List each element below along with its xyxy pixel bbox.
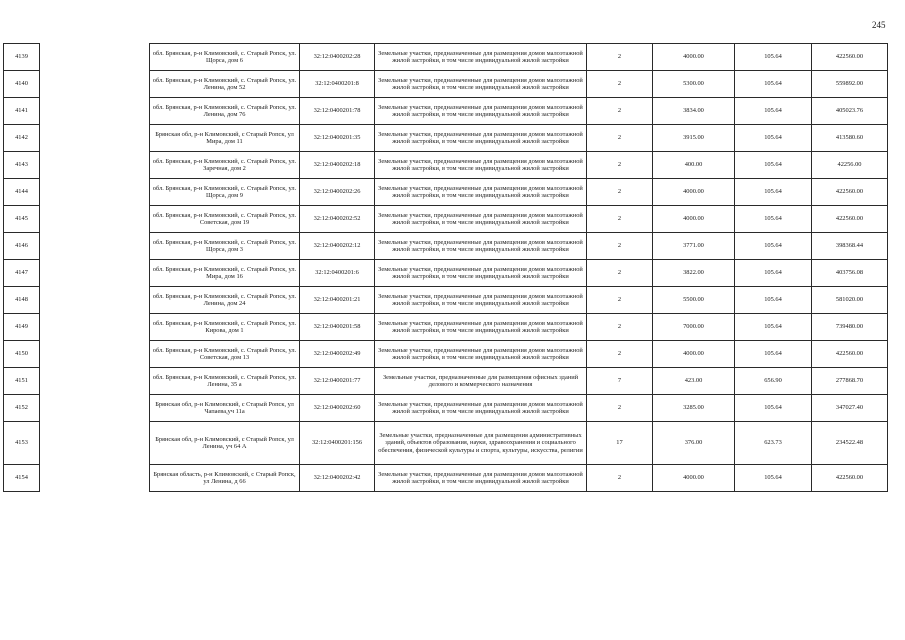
- address-cell: обл. Брянская, р-н Климовский, с. Старый Ропск, ул. Кирова, дом 1: [150, 314, 300, 341]
- gap-cell: [40, 44, 150, 71]
- gap-cell: [40, 314, 150, 341]
- land-use-cell: Земельные участки, предназначенные для размещения домов малоэтажной жилой застройки, в том числе индивидуальной жилой застройки: [375, 287, 587, 314]
- group-cell: 7: [587, 368, 653, 395]
- specific-value-cell: 105.64: [735, 260, 812, 287]
- group-cell: 2: [587, 395, 653, 422]
- address-cell: обл. Брянская, р-н Климовский, с. Старый Ропск, ул. Ленина, дом 76: [150, 98, 300, 125]
- row-number-cell: 4142: [4, 125, 40, 152]
- cadastral-value-cell: 42256.00: [812, 152, 888, 179]
- address-cell: обл. Брянская, р-н Климовский, с. Старый Ропск, ул. Заречная, дом 2: [150, 152, 300, 179]
- gap-cell: [40, 341, 150, 368]
- cadastral-value-table: [3, 43, 888, 492]
- land-use-cell: Земельные участки, предназначенные для размещения административных зданий, объектов образования, науки, здравоохранения и социального обеспечения, физической культуры и спорта, культуры, искусства, религии: [375, 422, 587, 465]
- specific-value-cell: 105.64: [735, 71, 812, 98]
- land-use-cell: Земельные участки, предназначенные для размещения домов малоэтажной жилой застройки, в том числе индивидуальной жилой застройки: [375, 152, 587, 179]
- cadastral-number-cell: 32:12:0400201:58: [300, 314, 375, 341]
- land-use-cell: Земельные участки, предназначенные для размещения домов малоэтажной жилой застройки, в том числе индивидуальной жилой застройки: [375, 98, 587, 125]
- address-cell: обл. Брянская, р-н Климовский, с. Старый Ропск, ул. Щорса, дом 3: [150, 233, 300, 260]
- gap-cell: [40, 287, 150, 314]
- cadastral-number-cell: 32:12:0400202:28: [300, 44, 375, 71]
- cadastral-value-cell: 581020.00: [812, 287, 888, 314]
- area-cell: 400.00: [653, 152, 735, 179]
- specific-value-cell: 105.64: [735, 125, 812, 152]
- specific-value-cell: 105.64: [735, 98, 812, 125]
- cadastral-value-cell: 739480.00: [812, 314, 888, 341]
- cadastral-number-cell: 32:12:0400201:21: [300, 287, 375, 314]
- specific-value-cell: 656.90: [735, 368, 812, 395]
- cadastral-value-cell: 398368.44: [812, 233, 888, 260]
- specific-value-cell: 105.64: [735, 179, 812, 206]
- page-number: 245: [872, 20, 886, 30]
- group-cell: 2: [587, 260, 653, 287]
- area-cell: 4000.00: [653, 206, 735, 233]
- table-row: [4, 395, 888, 422]
- group-cell: 2: [587, 125, 653, 152]
- area-cell: 4000.00: [653, 44, 735, 71]
- gap-cell: [40, 179, 150, 206]
- area-cell: 3834.00: [653, 98, 735, 125]
- row-number-cell: 4144: [4, 179, 40, 206]
- land-use-cell: Земельные участки, предназначенные для размещения офисных зданий делового и коммерческого назначения: [375, 368, 587, 395]
- table-row: [4, 314, 888, 341]
- table-row: [4, 368, 888, 395]
- gap-cell: [40, 465, 150, 492]
- cadastral-value-cell: 422560.00: [812, 179, 888, 206]
- land-use-cell: Земельные участки, предназначенные для размещения домов малоэтажной жилой застройки, в том числе индивидуальной жилой застройки: [375, 341, 587, 368]
- cadastral-value-cell: 559892.00: [812, 71, 888, 98]
- row-number-cell: 4141: [4, 98, 40, 125]
- table-row: [4, 287, 888, 314]
- table-row: [4, 422, 888, 465]
- specific-value-cell: 105.64: [735, 44, 812, 71]
- row-number-cell: 4151: [4, 368, 40, 395]
- address-cell: обл. Брянская, р-н Климовский, с. Старый Ропск, ул. Щорса, дом 9: [150, 179, 300, 206]
- area-cell: 423.00: [653, 368, 735, 395]
- land-use-cell: Земельные участки, предназначенные для размещения домов малоэтажной жилой застройки, в том числе индивидуальной жилой застройки: [375, 179, 587, 206]
- address-cell: Брянская обл, р-н Климовский, с Старый Ропск, ул Чапаева,уч 11а: [150, 395, 300, 422]
- row-number-cell: 4140: [4, 71, 40, 98]
- specific-value-cell: 105.64: [735, 152, 812, 179]
- address-cell: обл. Брянская, р-н Климовский, с. Старый Ропск, ул. Ленина, 35 а: [150, 368, 300, 395]
- gap-cell: [40, 152, 150, 179]
- area-cell: 5500.00: [653, 287, 735, 314]
- specific-value-cell: 105.64: [735, 395, 812, 422]
- group-cell: 2: [587, 44, 653, 71]
- cadastral-value-cell: 422560.00: [812, 44, 888, 71]
- gap-cell: [40, 395, 150, 422]
- table-row: [4, 233, 888, 260]
- cadastral-value-cell: 277868.70: [812, 368, 888, 395]
- table-row: [4, 152, 888, 179]
- row-number-cell: 4154: [4, 465, 40, 492]
- gap-cell: [40, 233, 150, 260]
- area-cell: 5300.00: [653, 71, 735, 98]
- area-cell: 4000.00: [653, 465, 735, 492]
- table-row: [4, 71, 888, 98]
- table-row: [4, 44, 888, 71]
- gap-cell: [40, 422, 150, 465]
- row-number-cell: 4139: [4, 44, 40, 71]
- gap-cell: [40, 206, 150, 233]
- land-use-cell: Земельные участки, предназначенные для размещения домов малоэтажной жилой застройки, в том числе индивидуальной жилой застройки: [375, 71, 587, 98]
- row-number-cell: 4150: [4, 341, 40, 368]
- area-cell: 3915.00: [653, 125, 735, 152]
- gap-cell: [40, 98, 150, 125]
- group-cell: 2: [587, 233, 653, 260]
- group-cell: 2: [587, 206, 653, 233]
- area-cell: 3285.00: [653, 395, 735, 422]
- cadastral-number-cell: 32:12:0400202:26: [300, 179, 375, 206]
- cadastral-number-cell: 32:12:0400202:12: [300, 233, 375, 260]
- address-cell: обл. Брянская, р-н Климовский, с. Старый Ропск, ул. Ленина, дом 24: [150, 287, 300, 314]
- cadastral-number-cell: 32:12:0400202:60: [300, 395, 375, 422]
- area-cell: 3822.00: [653, 260, 735, 287]
- specific-value-cell: 105.64: [735, 465, 812, 492]
- cadastral-value-cell: 413580.60: [812, 125, 888, 152]
- cadastral-number-cell: 32:12:0400202:52: [300, 206, 375, 233]
- group-cell: 2: [587, 98, 653, 125]
- group-cell: 2: [587, 314, 653, 341]
- row-number-cell: 4145: [4, 206, 40, 233]
- gap-cell: [40, 368, 150, 395]
- address-cell: обл. Брянская, р-н Климовский, с. Старый Ропск, ул. Советская, дом 13: [150, 341, 300, 368]
- area-cell: 3771.00: [653, 233, 735, 260]
- group-cell: 2: [587, 71, 653, 98]
- land-use-cell: Земельные участки, предназначенные для размещения домов малоэтажной жилой застройки, в том числе индивидуальной жилой застройки: [375, 125, 587, 152]
- cadastral-value-cell: 422560.00: [812, 206, 888, 233]
- land-use-cell: Земельные участки, предназначенные для размещения домов малоэтажной жилой застройки, в том числе индивидуальной жилой застройки: [375, 260, 587, 287]
- land-use-cell: Земельные участки, предназначенные для размещения домов малоэтажной жилой застройки, в том числе индивидуальной жилой застройки: [375, 314, 587, 341]
- row-number-cell: 4149: [4, 314, 40, 341]
- group-cell: 2: [587, 179, 653, 206]
- land-use-cell: Земельные участки, предназначенные для размещения домов малоэтажной жилой застройки, в том числе индивидуальной жилой застройки: [375, 233, 587, 260]
- group-cell: 17: [587, 422, 653, 465]
- row-number-cell: 4153: [4, 422, 40, 465]
- cadastral-number-cell: 32:12:0400201:78: [300, 98, 375, 125]
- group-cell: 2: [587, 465, 653, 492]
- address-cell: Брянская область, р-н Климовский, с Старый Ропск, ул Ленина, д 66: [150, 465, 300, 492]
- land-use-cell: Земельные участки, предназначенные для размещения домов малоэтажной жилой застройки, в том числе индивидуальной жилой застройки: [375, 44, 587, 71]
- cadastral-number-cell: 32:12:0400202:18: [300, 152, 375, 179]
- table-row: [4, 341, 888, 368]
- table-row: [4, 179, 888, 206]
- row-number-cell: 4147: [4, 260, 40, 287]
- group-cell: 2: [587, 287, 653, 314]
- address-cell: обл. Брянская, р-н Климовский, с. Старый Ропск, ул. Мира, дом 16: [150, 260, 300, 287]
- specific-value-cell: 105.64: [735, 206, 812, 233]
- specific-value-cell: 105.64: [735, 314, 812, 341]
- cadastral-number-cell: 32:12:0400201:6: [300, 260, 375, 287]
- table-row: [4, 125, 888, 152]
- land-use-cell: Земельные участки, предназначенные для размещения домов малоэтажной жилой застройки, в том числе индивидуальной жилой застройки: [375, 206, 587, 233]
- cadastral-number-cell: 32:12:0400202:49: [300, 341, 375, 368]
- address-cell: обл. Брянская, р-н Климовский, с. Старый Ропск, ул. Щорса, дом 6: [150, 44, 300, 71]
- specific-value-cell: 105.64: [735, 341, 812, 368]
- table-row: [4, 98, 888, 125]
- specific-value-cell: 105.64: [735, 233, 812, 260]
- address-cell: Брянская обл, р-н Климовский, с Старый Ропск, ул Мира, дом 11: [150, 125, 300, 152]
- table-row: [4, 260, 888, 287]
- table-row: [4, 206, 888, 233]
- specific-value-cell: 623.73: [735, 422, 812, 465]
- land-use-cell: Земельные участки, предназначенные для размещения домов малоэтажной жилой застройки, в том числе индивидуальной жилой застройки: [375, 395, 587, 422]
- cadastral-number-cell: 32:12:0400201:77: [300, 368, 375, 395]
- address-cell: обл. Брянская, р-н Климовский, с. Старый Ропск, ул. Ленина, дом 52: [150, 71, 300, 98]
- gap-cell: [40, 125, 150, 152]
- gap-cell: [40, 71, 150, 98]
- group-cell: 2: [587, 341, 653, 368]
- area-cell: 4000.00: [653, 341, 735, 368]
- row-number-cell: 4148: [4, 287, 40, 314]
- cadastral-number-cell: 32:12:0400201:8: [300, 71, 375, 98]
- cadastral-number-cell: 32:12:0400201:35: [300, 125, 375, 152]
- group-cell: 2: [587, 152, 653, 179]
- cadastral-value-cell: 422560.00: [812, 341, 888, 368]
- area-cell: 376.00: [653, 422, 735, 465]
- cadastral-value-cell: 403756.08: [812, 260, 888, 287]
- specific-value-cell: 105.64: [735, 287, 812, 314]
- table-row: [4, 465, 888, 492]
- area-cell: 4000.00: [653, 179, 735, 206]
- cadastral-value-cell: 234522.48: [812, 422, 888, 465]
- row-number-cell: 4143: [4, 152, 40, 179]
- cadastral-value-cell: 405023.76: [812, 98, 888, 125]
- cadastral-number-cell: 32:12:0400202:42: [300, 465, 375, 492]
- address-cell: Брянская обл, р-н Климовский, с Старый Ропск, ул Ленина, уч 64 А: [150, 422, 300, 465]
- row-number-cell: 4152: [4, 395, 40, 422]
- address-cell: обл. Брянская, р-н Климовский, с. Старый Ропск, ул. Советская, дом 19: [150, 206, 300, 233]
- table-body: [4, 44, 888, 492]
- cadastral-number-cell: 32:12:0400201:156: [300, 422, 375, 465]
- area-cell: 7000.00: [653, 314, 735, 341]
- row-number-cell: 4146: [4, 233, 40, 260]
- cadastral-value-cell: 422560.00: [812, 465, 888, 492]
- cadastral-value-cell: 347027.40: [812, 395, 888, 422]
- gap-cell: [40, 260, 150, 287]
- land-use-cell: Земельные участки, предназначенные для размещения домов малоэтажной жилой застройки, в том числе индивидуальной жилой застройки: [375, 465, 587, 492]
